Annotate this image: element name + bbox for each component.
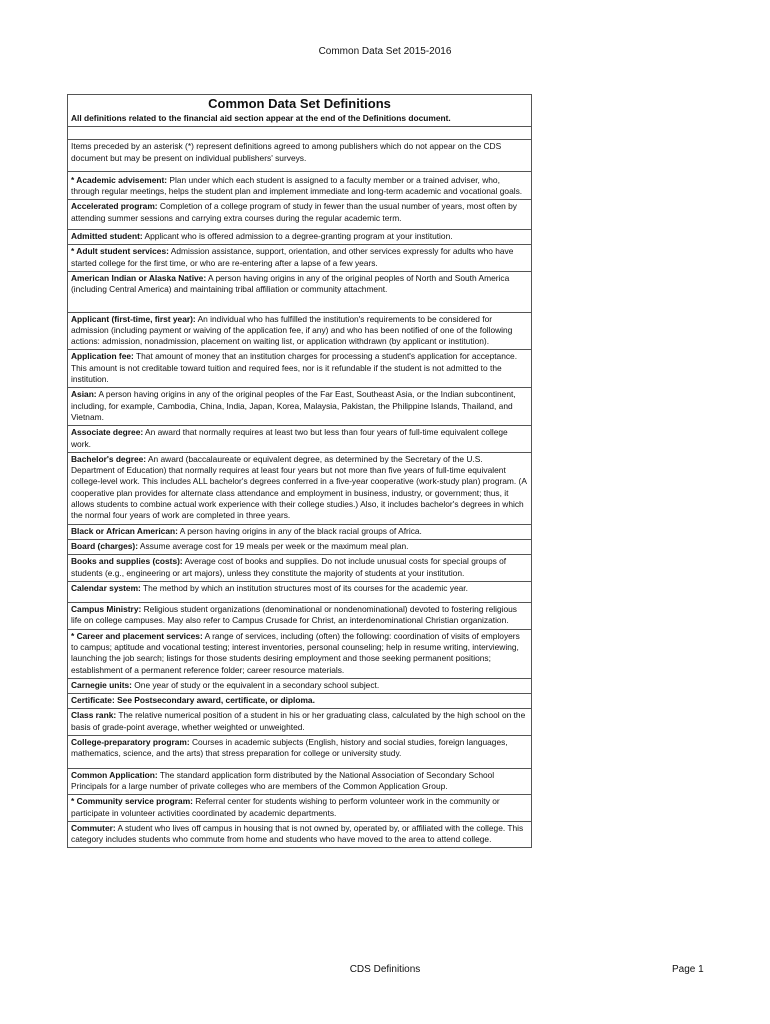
page-number: Page 1 xyxy=(672,964,704,975)
term: Associate degree: xyxy=(71,427,144,438)
definition: Plan under which each student is assigned to a faculty member or a trained adviser, who, through regular meetings, helps the student plan and implement immediate and long-term academic and vocational goals. xyxy=(71,174,523,197)
definition-row xyxy=(68,794,531,821)
asterisk-note: Items preceded by an asterisk (*) represent definitions agreed to among publishers which do not appear on the CDS document but may be present on individual publishers' surveys. xyxy=(68,139,531,171)
term: Black or African American: xyxy=(71,525,178,536)
term: Class rank: xyxy=(71,710,117,721)
definition-row xyxy=(68,271,531,312)
definition-row xyxy=(68,524,531,539)
definition: See Postsecondary award, certificate, or diploma. xyxy=(117,695,315,706)
definition-row xyxy=(68,452,531,524)
definition: An award (baccalaureate or equivalent degree, as determined by the Secretary of the U.S. Department of Education) that normally requires at least four years but not more than five years of full-time equivalent college-level work. This includes ALL bachelor's degrees conferred in a five-year cooperative (work-study plan) program. (A cooperative plan provides for alternate class attendance and employment in business, industry, or government; thus, it allows students to combine actual work experience with their college studies.) Also, it includes bachelor's degrees in which the normal four years of work are completed in three years. xyxy=(71,453,527,521)
term: Bachelor's degree: xyxy=(71,453,147,464)
term: College-preparatory program: xyxy=(71,737,190,748)
definition-row xyxy=(68,229,531,244)
definition: Applicant who is offered admission to a degree-granting program at your institution. xyxy=(144,231,453,242)
term: Application fee: xyxy=(71,351,134,362)
document-title: Common Data Set Definitions xyxy=(68,94,531,112)
definition-row xyxy=(68,349,531,387)
term: Campus Ministry: xyxy=(71,604,142,615)
definition-row xyxy=(68,602,531,629)
term: Common Application: xyxy=(71,769,158,780)
definition: The standard application form distributed by the National Association of Secondary School Principals for a large number of private colleges who are members of the Common Application Group. xyxy=(71,769,495,791)
term: Commuter: xyxy=(71,822,116,833)
term: Accelerated program: xyxy=(71,201,158,212)
term: Applicant (first-time, first year): xyxy=(71,313,196,324)
definition: Referral center for students wishing to perform volunteer work in the community or participate in volunteer activities coordinated by academic departments. xyxy=(71,796,500,818)
term: Asian: xyxy=(71,389,97,400)
term: * Career and placement services: xyxy=(71,630,203,641)
definition-row xyxy=(68,708,531,735)
term: Board (charges): xyxy=(71,540,139,551)
term: * Academic advisement: xyxy=(71,174,168,185)
term: * Community service program: xyxy=(71,796,193,807)
definition-row xyxy=(68,199,531,229)
term: Carnegie units: xyxy=(71,679,132,690)
definition-row xyxy=(68,821,531,848)
definition-row xyxy=(68,693,531,708)
definition: Admission assistance, support, orientation, and other services expressly for adults who have started college for the first time, or who are re-entering after a lapse of a few years. xyxy=(71,246,514,268)
definition-row xyxy=(68,678,531,693)
definition: A student who lives off campus in housing that is not owned by, operated by, or affiliated with the college. This category includes students who commute from home and students who have moved to the area to attend college. xyxy=(71,822,524,845)
definition-row xyxy=(68,387,531,425)
definition-row xyxy=(68,768,531,795)
definition: A person having origins in any of the black racial groups of Africa. xyxy=(179,525,422,536)
term: Calendar system: xyxy=(71,582,141,593)
definition: An individual who has fulfilled the institution's requirements to be considered for admission (including payment or waiving of the application fee, if any) and who has been notified of one of the following actions: admission, nonadmission, placement on waiting list, or application withdrawn (by applicant or institution). xyxy=(71,313,513,347)
definition: An award that normally requires at least two but less than four years of full-time equivalent college work. xyxy=(71,427,508,449)
definition-row xyxy=(68,539,531,554)
definition-row xyxy=(68,735,531,768)
term: * Adult student services: xyxy=(71,246,169,257)
definition-row xyxy=(68,312,531,350)
page-header: Common Data Set 2015-2016 xyxy=(318,46,452,57)
definition: A range of services, including (often) the following: coordination of visits of employers to campus; aptitude and vocational testing; interest inventories, personal counseling; help in resume writing, interviewing, launching the job search; listings for those students desiring employment and those seeking permanent positions; establishment of a permanent reference folder; career resource materials. xyxy=(71,630,520,675)
term: Books and supplies (costs): xyxy=(71,556,183,567)
definition-row xyxy=(68,171,531,200)
definition: Completion of a college program of study in fewer than the usual number of years, most often by attending summer sessions and carrying extra courses during the regular academic term. xyxy=(71,201,517,223)
definitions-table xyxy=(67,94,532,848)
term: Admitted student: xyxy=(71,231,143,242)
definition: That amount of money that an institution charges for processing a student's application for acceptance. This amount is not creditable toward tuition and required fees, nor is it refundable if the student is not admitted to the institution. xyxy=(71,351,518,385)
definition: The method by which an institution structures most of its courses for the academic year. xyxy=(143,582,468,593)
definition: A person having origins in any of the original peoples of North and South America (including Central America) and maintaining tribal affiliation or community attachment. xyxy=(71,272,510,295)
definition: A person having origins in any of the original peoples of the Far East, Southeast Asia, or the Indian subcontinent, including, for example, Cambodia, China, India, Japan, Korea, Malaysia, Pakistan, the Philippine Islands, Thailand, and Vietnam. xyxy=(71,389,516,422)
definition: Religious student organizations (denominational or nondenominational) devoted to fostering religious life on college campuses. May also refer to Campus Crusade for Christ, an interdenominational Christian organization. xyxy=(71,604,517,626)
definition: Assume average cost for 19 meals per week or the maximum meal plan. xyxy=(139,540,409,551)
spacer-row xyxy=(68,126,531,139)
term: Certificate: xyxy=(71,695,115,706)
definition: One year of study or the equivalent in a secondary school subject. xyxy=(134,679,380,690)
definition-row xyxy=(68,244,531,271)
definition-row xyxy=(68,554,531,581)
definition-row xyxy=(68,581,531,602)
definition: Average cost of books and supplies. Do not include unusual costs for special groups of students (e.g., engineering or art majors), unless they constitute the majority of students at your institution. xyxy=(71,556,507,578)
definition-row xyxy=(68,629,531,678)
footer-title: CDS Definitions xyxy=(349,964,421,975)
term: American Indian or Alaska Native: xyxy=(71,272,207,283)
document-subtitle: All definitions related to the financial aid section appear at the end of the Definitions document. xyxy=(71,113,451,123)
definition-row xyxy=(68,425,531,452)
definition: The relative numerical position of a student in his or her graduating class, calculated by the high school on the basis of grade-point average, whether weighted or unweighted. xyxy=(71,710,526,732)
definition: Courses in academic subjects (English, history and social studies, foreign languages, mathematics, science, and the arts) that stress preparation for college or university study. xyxy=(71,737,508,759)
